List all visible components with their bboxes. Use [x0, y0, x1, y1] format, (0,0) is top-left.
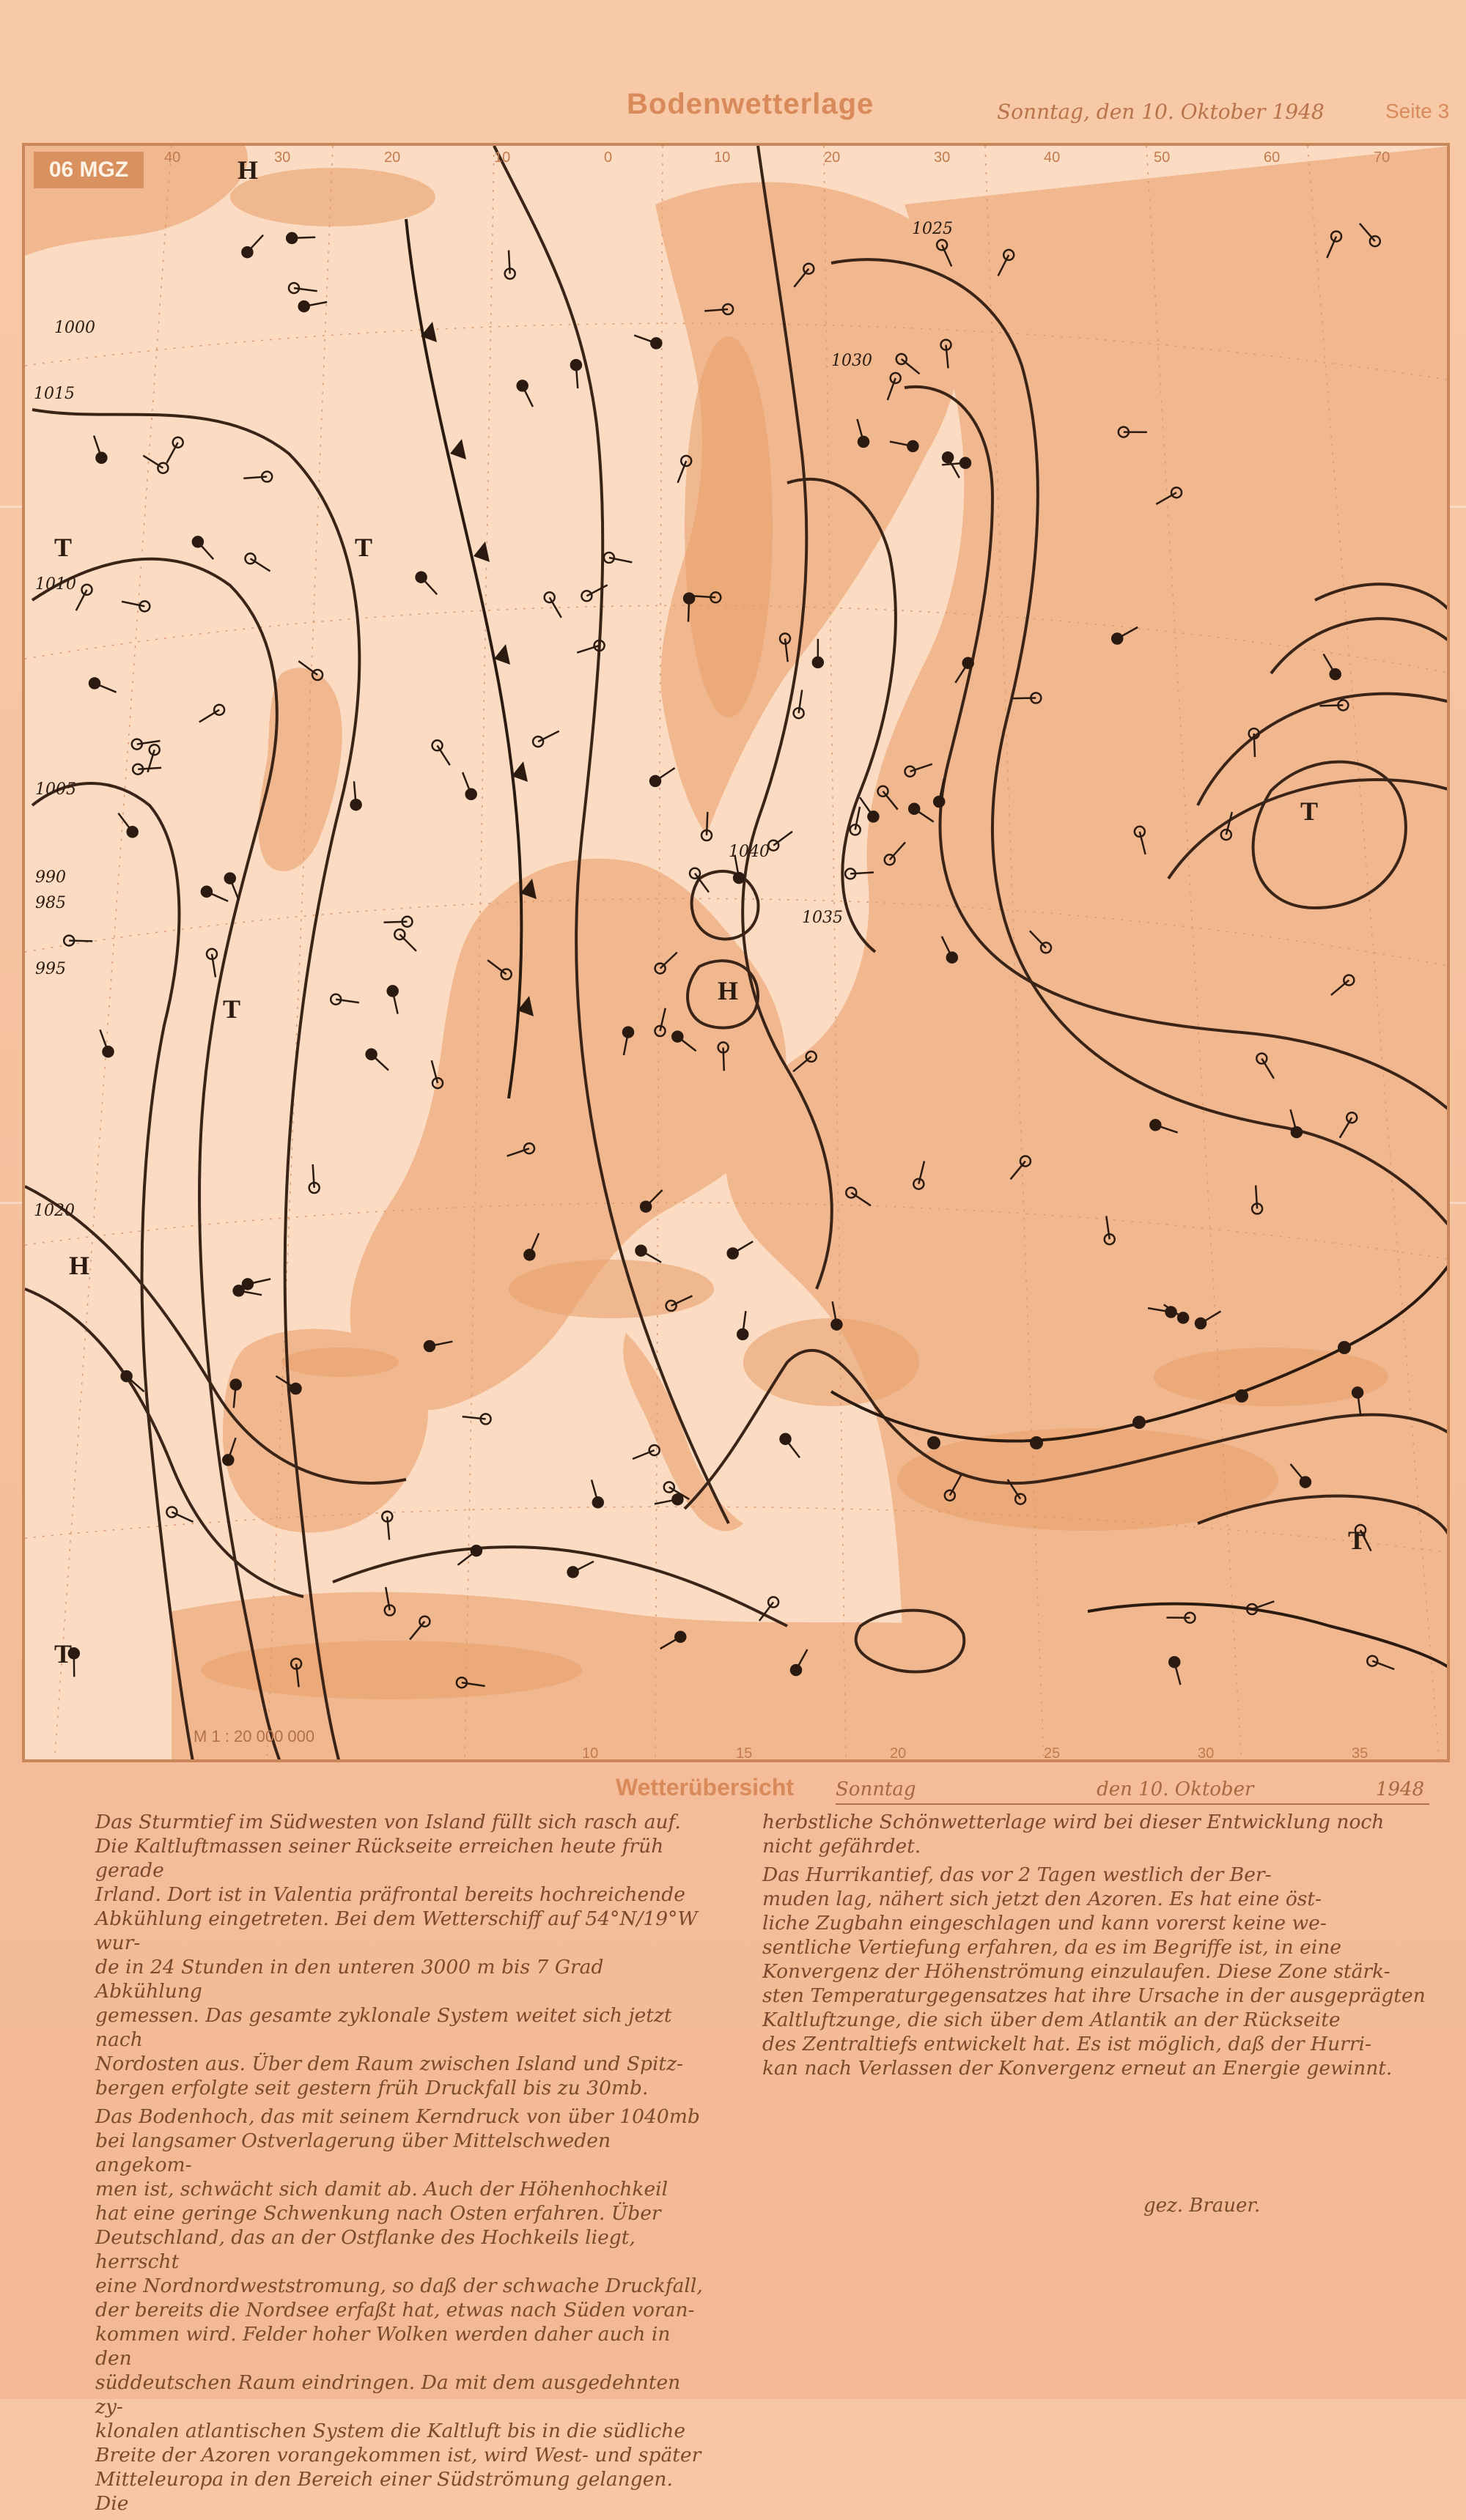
warm-front-semicircle: [1235, 1389, 1248, 1403]
longitude-label: 30: [1198, 1745, 1214, 1762]
longitude-label: 20: [384, 149, 400, 166]
wind-barb: [69, 941, 92, 942]
longitude-label: 10: [714, 149, 730, 166]
longitude-label: 20: [890, 1745, 906, 1762]
high-center-H: H: [237, 155, 258, 185]
longitude-label: 10: [582, 1745, 598, 1762]
isobar-value-label: 1020: [34, 1202, 75, 1220]
map-scale: M 1 : 20 000 000: [194, 1727, 314, 1746]
overview-paragraph: Das Sturmtief im Südwesten von Island füllt sich rasch auf. Die Kaltluftmassen seiner Rückseite erreichen heute früh gerade Irland. Dort ist in Valentia präfrontal bereits hochreichende Abkühlung eingetreten. Bei dem Wetterschiff auf 54°N/19°W wur- de in 24 Stunden in den unteren 3000 m bis 7 Grad Abkühlung gemessen. Das gesamte zyklonale System weitet sich jetzt nach Nordosten aus. Über dem Raum zwischen Island und Spitz- bergen erfolgte seit gestern früh Druckfall bis zu 30mb.: [95, 1810, 711, 2100]
wind-barb: [688, 599, 689, 622]
overview-date-weekday: Sonntag: [836, 1778, 916, 1800]
longitude-label: 40: [1044, 149, 1060, 166]
warm-front-semicircle: [927, 1436, 940, 1449]
warm-front-semicircle: [1338, 1341, 1351, 1354]
high-center-H: H: [69, 1251, 89, 1280]
overview-paragraph: Das Bodenhoch, das mit seinem Kerndruck von über 1040mb bei langsamer Ostverlagerung über Mittelschweden angekom- men ist, schwächt sich damit ab. Auch der Höhenhochkeil hat eine geringe Schwenkung nach Osten erfahren. Über Deutschland, das an der Ostflanke des Hochkeils liegt, herrscht eine Nordnordweststromung, so daß der schwache Druckfall, der bereits die Nordsee erfaßt hat, etwas nach Süden voran- kommen wird. Felder hoher Wolken werden daher auch in den süddeutschen Raum eindringen. Da mit dem ausgedehnten zy- klonalen atlantischen System die Kaltluft bis in die südliche Breite der Azoren vorangekommen ist, wird West- und später Mitteleuropa in den Bereich einer Südströmung gelangen. Die: [95, 2105, 711, 2516]
pyrenees-relief: [281, 1348, 399, 1377]
longitude-label: 35: [1352, 1745, 1368, 1762]
longitude-label: 40: [164, 149, 180, 166]
low-center-T: T: [54, 533, 72, 562]
alps-relief: [509, 1260, 714, 1318]
longitude-label: 10: [494, 149, 510, 166]
overview-date-underline: [836, 1803, 1429, 1805]
longitude-label: 30: [934, 149, 950, 166]
low-center-T: T: [355, 533, 372, 562]
page-header: [0, 88, 1466, 147]
overview-left-column: [95, 1810, 711, 2520]
longitude-label: 50: [1154, 149, 1170, 166]
wind-barb: [723, 1047, 724, 1071]
overview-signature: gez. Brauer.: [1143, 2195, 1260, 2217]
map-time-label: 06 MGZ: [34, 152, 144, 188]
wind-barb: [1254, 734, 1255, 757]
longitude-label: 30: [274, 149, 290, 166]
atlas-relief: [201, 1641, 582, 1699]
warm-front-semicircle: [1132, 1416, 1146, 1429]
isobar-value-label: 1040: [729, 843, 770, 861]
overview-date: [836, 1778, 1424, 1800]
map-canvas: [25, 146, 1450, 1762]
isobar-value-label: 990: [35, 868, 66, 887]
overview-paragraph: Das Hurrikantief, das vor 2 Tagen westlich der Ber- muden lag, nähert sich jetzt den Azoren. Es hat eine öst- liche Zugbahn eingeschlagen und kann vorerst keine we- sentliche Vertiefung erfahren, da es im Begriffe ist, in eine Konvergenz der Höhenströmung einzulaufen. Diese Zone stärk- sten Temperaturgegensatzes hat ihre Ursache in der ausgeprägten Kaltluftzunge, die sich über dem Atlantik an der Rückseite des Zentraltiefs entwickelt hat. Es ist möglich, daß der Hurri- kan nach Verlassen der Konvergenz erneut an Energie gewinnt.: [762, 1863, 1437, 2080]
longitude-label: 60: [1264, 149, 1280, 166]
isobar-value-label: 1000: [54, 319, 95, 337]
isobar-value-label: 1005: [35, 780, 76, 799]
station-circle: [466, 789, 476, 799]
isobar-value-label: 1015: [34, 385, 75, 403]
weather-overview-text: [22, 1810, 1450, 2396]
wind-barb: [1319, 705, 1343, 706]
isobar-value-label: 1030: [831, 352, 872, 370]
page-number: Seite 3: [1385, 100, 1449, 123]
page-title: Bodenwetterlage: [627, 88, 874, 121]
warm-front-semicircle: [1030, 1436, 1043, 1449]
low-center-T: T: [54, 1639, 72, 1669]
wind-barb: [384, 922, 408, 923]
low-center-T: T: [223, 994, 240, 1024]
wind-barb: [1012, 698, 1036, 699]
isobar-value-label: 1035: [802, 909, 843, 927]
iceland-relief: [230, 168, 435, 226]
isobar-value-label: 995: [35, 960, 66, 978]
high-center-H: H: [718, 976, 738, 1005]
overview-right-column: [762, 1810, 1437, 2085]
longitude-label: 15: [736, 1745, 752, 1762]
low-center-T: T: [1300, 797, 1318, 826]
isobar-value-label: 1010: [35, 575, 76, 594]
isobar-value-label: 1025: [912, 220, 953, 238]
overview-date-value: 10. Oktober: [1138, 1778, 1253, 1800]
longitude-label: 0: [604, 149, 612, 166]
isobar-value-label: 985: [35, 894, 66, 912]
overview-paragraph: herbstliche Schönwetterlage wird bei dieser Entwicklung noch nicht gefährdet.: [762, 1810, 1437, 1858]
overview-title: Wetterübersicht: [616, 1774, 794, 1801]
overview-header: [0, 1762, 1466, 1814]
wind-barb: [509, 251, 510, 274]
page-date: Sonntag, den 10. Oktober 1948: [997, 100, 1325, 124]
caucasus-relief: [1154, 1348, 1388, 1406]
wind-barb: [292, 237, 315, 238]
surface-weather-map: [22, 143, 1450, 1762]
overview-date-den: den: [1097, 1778, 1132, 1800]
low-center-T: T: [1348, 1526, 1366, 1555]
longitude-label: 70: [1374, 149, 1390, 166]
longitude-label: 25: [1044, 1745, 1060, 1762]
scandinavia-relief: [685, 336, 773, 717]
overview-date-year: 1948: [1376, 1778, 1424, 1800]
station-circle: [858, 437, 869, 447]
longitude-label: 20: [824, 149, 840, 166]
